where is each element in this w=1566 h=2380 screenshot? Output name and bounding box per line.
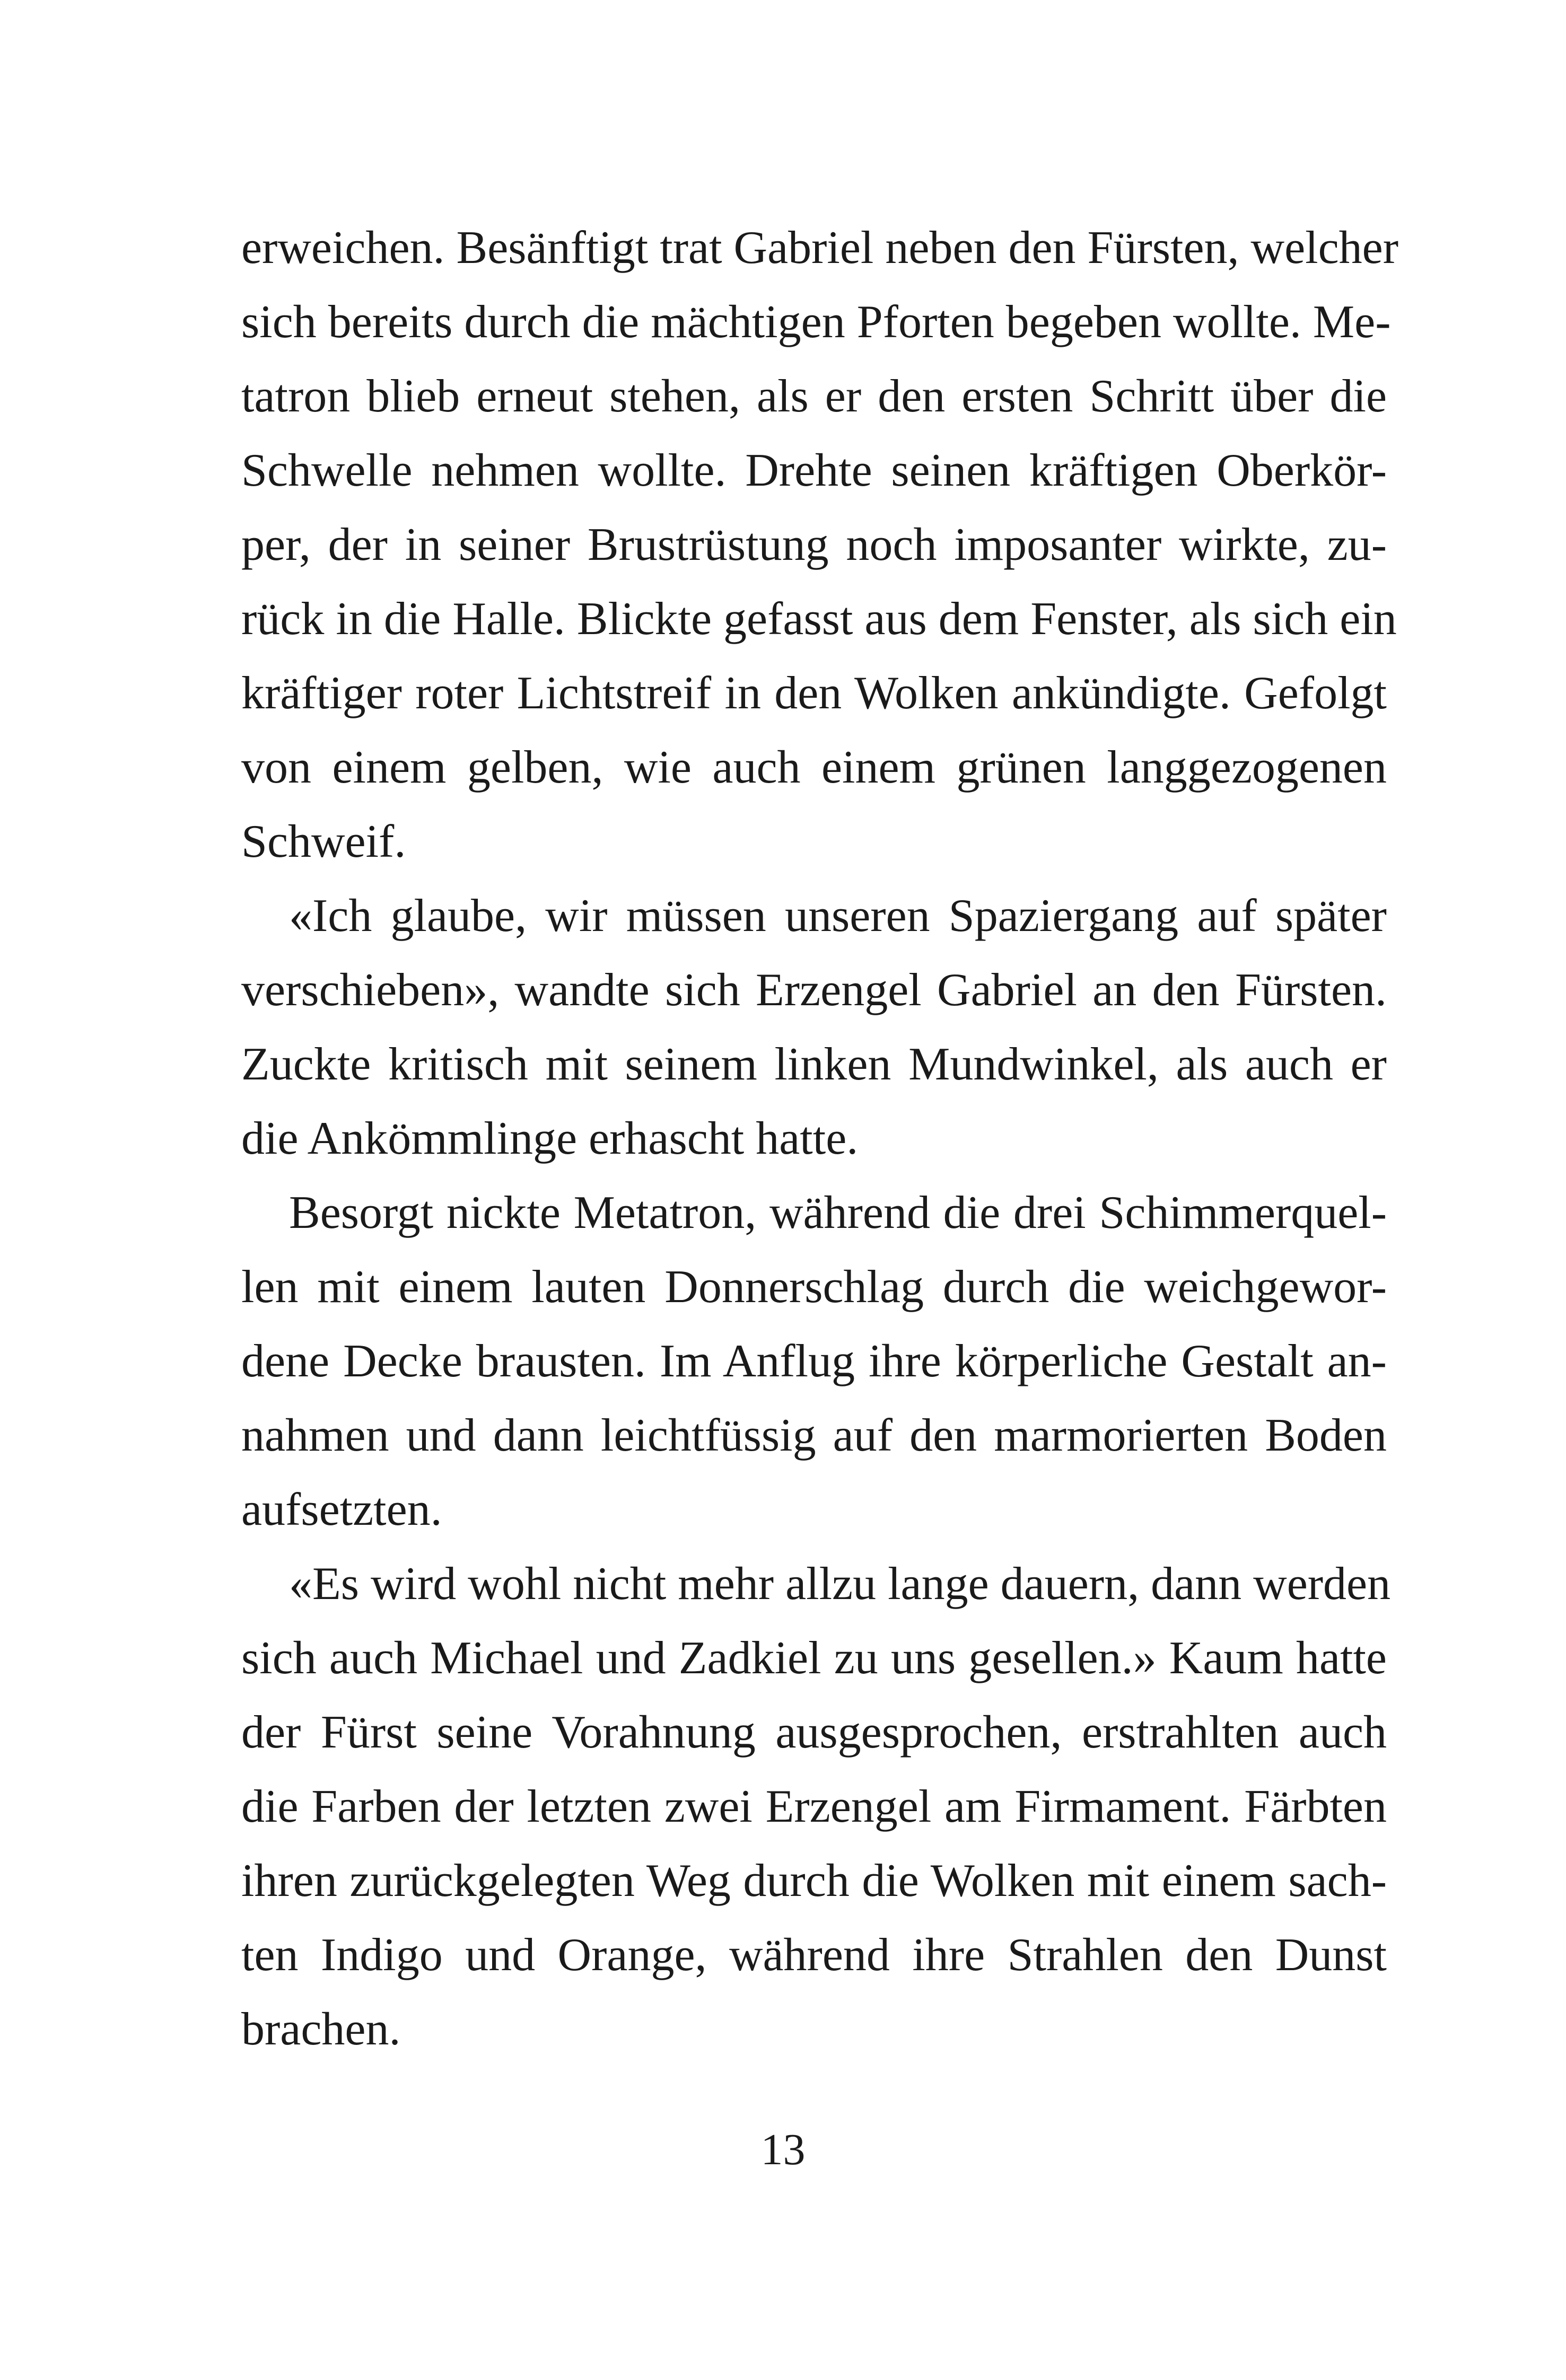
text-line: nahmen und dann leichtfüssig auf den marmorierten Boden bbox=[241, 1410, 1387, 1461]
text-line: Schwelle nehmen wollte. Drehte seinen kräftigen Oberkör- bbox=[241, 445, 1387, 496]
text-line: verschieben», wandte sich Erzengel Gabriel an den Fürsten. bbox=[241, 964, 1387, 1016]
text-line: Schweif. bbox=[241, 816, 406, 867]
page-number: 13 bbox=[760, 2125, 806, 2174]
text-line: der Fürst seine Vorahnung ausgesprochen, erstrahlten auch bbox=[241, 1707, 1387, 1758]
text-line: rück in die Halle. Blickte gefasst aus dem Fenster, als sich ein bbox=[241, 593, 1397, 645]
text-line: len mit einem lauten Donnerschlag durch die weichgewor- bbox=[241, 1261, 1387, 1313]
text-line: Zuckte kritisch mit seinem linken Mundwinkel, als auch er bbox=[241, 1039, 1387, 1090]
text-line: tatron blieb erneut stehen, als er den ersten Schritt über die bbox=[241, 371, 1387, 422]
text-line: brachen. bbox=[241, 2004, 401, 2055]
text-line: die Farben der letzten zwei Erzengel am Firmament. Färbten bbox=[241, 1781, 1387, 1832]
text-line: ihren zurückgelegten Weg durch die Wolken mit einem sach- bbox=[241, 1855, 1387, 1907]
text-line: ten Indigo und Orange, während ihre Strahlen den Dunst bbox=[241, 1929, 1387, 1981]
text-line: per, der in seiner Brustrüstung noch imposanter wirkte, zu- bbox=[241, 519, 1387, 570]
text-line: die Ankömmlinge erhascht hatte. bbox=[241, 1113, 859, 1164]
text-line: «Ich glaube, wir müssen unseren Spaziergang auf später bbox=[289, 890, 1387, 942]
text-line: aufsetzten. bbox=[241, 1484, 442, 1535]
text-line: erweichen. Besänftigt trat Gabriel neben den Fürsten, welcher bbox=[241, 222, 1399, 274]
text-line: von einem gelben, wie auch einem grünen langgezogenen bbox=[241, 742, 1387, 793]
text-line: kräftiger roter Lichtstreif in den Wolken ankündigte. Gefolgt bbox=[241, 668, 1387, 719]
text-line: sich bereits durch die mächtigen Pforten begeben wollte. Me- bbox=[241, 296, 1391, 348]
text-line: «Es wird wohl nicht mehr allzu lange dauern, dann werden bbox=[289, 1558, 1391, 1610]
text-line: dene Decke brausten. Im Anflug ihre körperliche Gestalt an- bbox=[241, 1336, 1387, 1387]
text-line: sich auch Michael und Zadkiel zu uns gesellen.» Kaum hatte bbox=[241, 1632, 1387, 1684]
text-line: Besorgt nickte Metatron, während die drei Schimmerquel- bbox=[289, 1187, 1387, 1239]
